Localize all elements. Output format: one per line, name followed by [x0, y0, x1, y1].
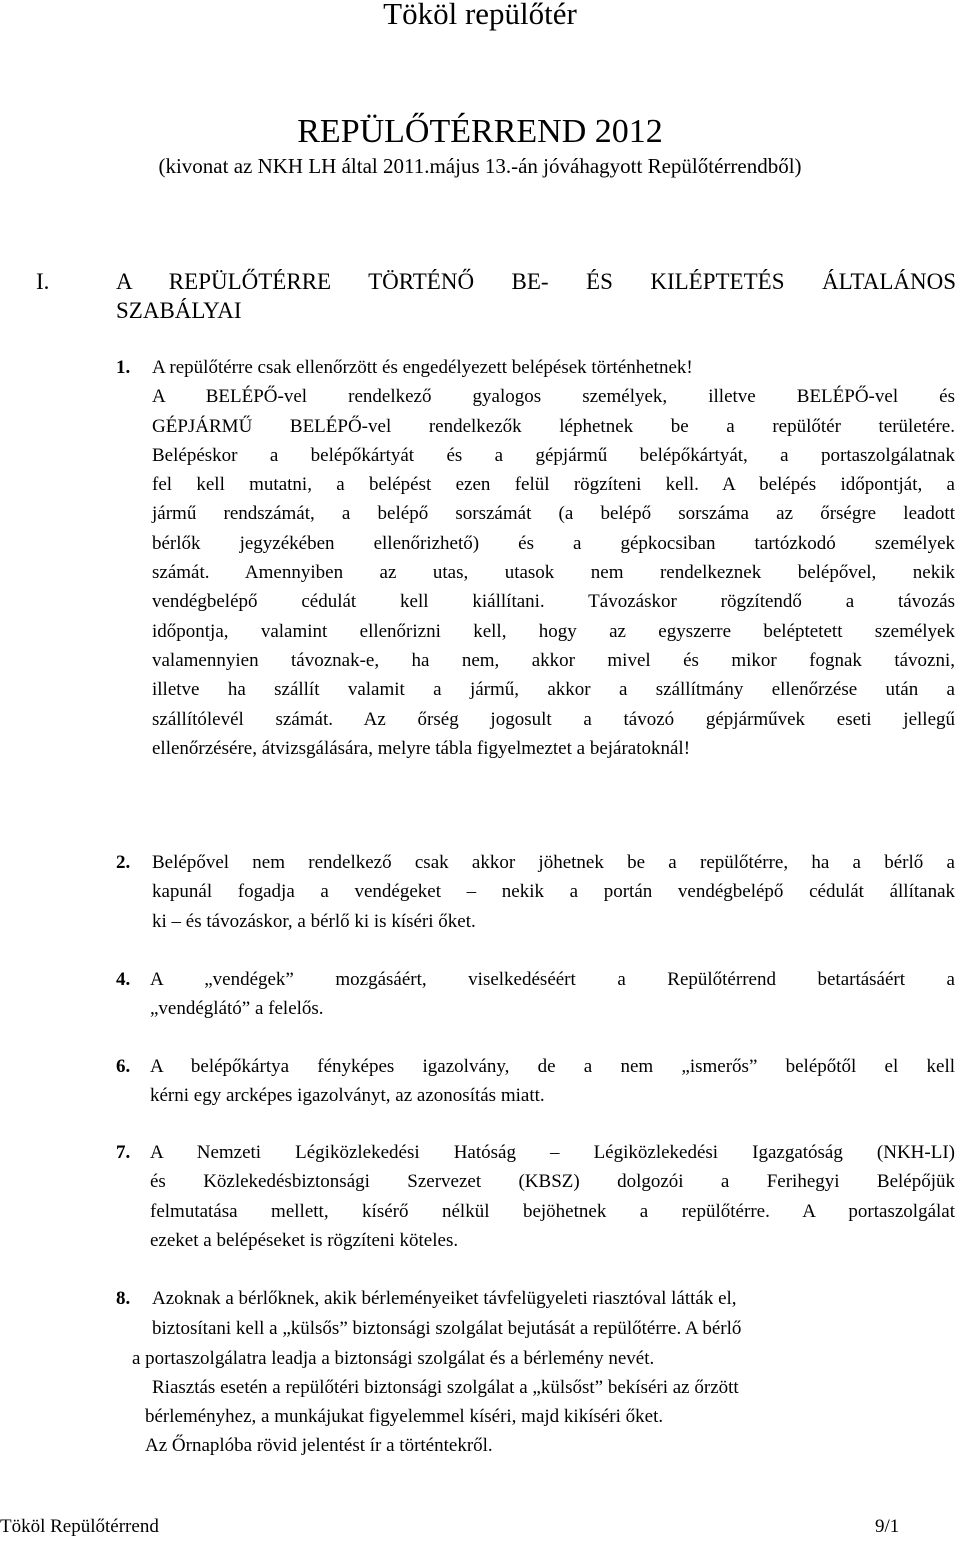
item-1-line: illetve ha szállít valamit a jármű, akkor a szállítmány ellenőrzése után a: [152, 679, 955, 701]
item-2-line: Belépővel nem rendelkező csak akkor jöhetnek be a repülőtérre, ha a bérlő a: [152, 852, 955, 873]
item-4-line: „vendéglátó” a felelős.: [150, 998, 324, 1020]
item-1-text: [152, 353, 955, 763]
item-8-line: bérleményhez, a munkájukat figyelemmel kíséri, majd kikíséri őket.: [145, 1406, 664, 1427]
item-7-text: [150, 1138, 955, 1255]
item-7-line: és Közlekedésbiztonsági Szervezet (KBSZ) dolgozói a Ferihegyi Belépőjük: [150, 1171, 955, 1193]
item-2-line: kapunál fogadja a vendégeket – nekik a portán vendégbelépő cédulát állítanak: [152, 881, 955, 903]
item-8-line: biztosítani kell a „külsős” biztonsági szolgálat bejutását a repülőtérre. A bérlő: [152, 1318, 742, 1339]
item-2-text: [152, 848, 955, 936]
item-1-line: Belépéskor a belépőkártyát és a gépjármű belépőkártyát, a portaszolgálatnak: [152, 444, 955, 466]
item-8-number: 8.: [116, 1288, 131, 1309]
item-1-line: szállítólevél számát. Az őrség jogosult a távozó gépjárművek eseti jellegű: [152, 708, 955, 730]
item-1-line: A BELÉPŐ-vel rendelkező gyalogos személyek, illetve BELÉPŐ-vel és: [152, 386, 955, 408]
item-4-text: [150, 965, 955, 1024]
section-title-continuation: SZABÁLYAI: [116, 298, 242, 323]
item-1-line: GÉPJÁRMŰ BELÉPŐ-vel rendelkezők léphetnek be a repülőtér területére.: [152, 415, 955, 437]
item-1-line: bérlők jegyzékében ellenőrizhető) és a gépkocsiban tartózkodó személyek: [152, 532, 955, 554]
item-7-line: A Nemzeti Légiközlekedési Hatóság – Légiközlekedési Igazgatóság (NKH-LI): [150, 1142, 955, 1163]
document-header-title: Tököl repülőtér: [383, 0, 577, 31]
item-7-number: 7.: [116, 1142, 131, 1163]
item-4-line: A „vendégek” mozgásáért, viselkedéséért a Repülőtérrend betartásáért a: [150, 969, 955, 990]
footer-page-number: 9/1: [875, 1516, 900, 1537]
item-6-line: kérni egy arcképes igazolványt, az azonosítás miatt.: [150, 1085, 545, 1107]
item-1-line: valamennyien távoznak-e, ha nem, akkor mivel és mikor fognak távozni,: [152, 649, 955, 671]
item-1-line: ellenőrzésére, átvizsgálására, melyre tábla figyelmeztet a bejáratoknál!: [152, 737, 691, 759]
footer-document-name: Tököl Repülőtérrend: [0, 1516, 159, 1537]
item-1-number: 1.: [116, 357, 131, 378]
item-4-number: 4.: [116, 969, 131, 990]
item-6-line: A belépőkártya fényképes igazolvány, de a nem „ismerős” belépőtől el kell: [150, 1056, 955, 1077]
item-1-line: időpontja, valamint ellenőrizni kell, hogy az egyszerre beléptetett személyek: [152, 620, 955, 642]
document-main-title: REPÜLŐTÉRREND 2012: [297, 113, 663, 150]
item-2-line: ki – és távozáskor, a bérlő ki is kíséri őket.: [152, 910, 476, 932]
item-8-line: Riasztás esetén a repülőtéri biztonsági szolgálat a „külsőst” bekíséri az őrzött: [152, 1377, 739, 1398]
item-8-line: Az Őrnaplóba rövid jelentést ír a történtekről.: [145, 1435, 493, 1456]
item-8-line: a portaszolgálatra leadja a biztonsági szolgálat és a bérlemény nevét.: [132, 1348, 655, 1369]
item-6-number: 6.: [116, 1056, 131, 1077]
item-6-text: [150, 1052, 955, 1111]
item-1-line: vendégbelépő cédulát kell kiállítani. Távozáskor rögzítendő a távozás: [152, 591, 955, 613]
item-1-line: A repülőtérre csak ellenőrzött és engedélyezett belépések történhetnek!: [152, 357, 693, 378]
section-number: I.: [36, 269, 50, 294]
item-2-number: 2.: [116, 852, 131, 873]
item-1-line: jármű rendszámát, a belépő sorszámát (a belépő sorszáma az őrségre leadott: [152, 503, 955, 525]
item-8-line: Azoknak a bérlőknek, akik bérleményeiket távfelügyeleti riasztóval látták el,: [152, 1288, 737, 1309]
section-title: [116, 267, 956, 297]
item-1-line: fel kell mutatni, a belépést ezen felül rögzíteni kell. A belépés időpontját, a: [152, 474, 955, 496]
section-title-line: A REPÜLŐTÉRRE TÖRTÉNŐ BE- ÉS KILÉPTETÉS ÁLTALÁNOS: [116, 269, 956, 294]
item-1-line: számát. Amennyiben az utas, utasok nem rendelkeznek belépővel, nekik: [152, 562, 955, 584]
document-subtitle: (kivonat az NKH LH által 2011.május 13.-án jóváhagyott Repülőtérrendből): [158, 154, 802, 178]
item-7-line: felmutatása mellett, kísérő nélkül bejöhetnek a repülőtérre. A portaszolgálat: [150, 1200, 955, 1222]
item-7-line: ezeket a belépéseket is rögzíteni köteles.: [150, 1229, 459, 1251]
